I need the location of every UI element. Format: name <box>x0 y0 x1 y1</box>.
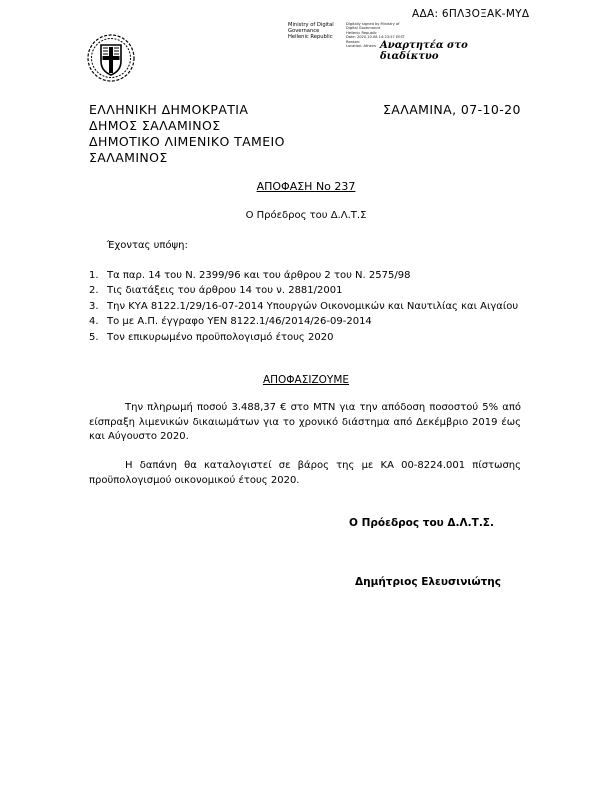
signature-issuer <box>288 22 334 41</box>
signatory-name: Δημήτριος Ελευσινιώτης <box>355 576 501 588</box>
signature-detail-line: Digital Governance <box>346 26 381 31</box>
considerations-list <box>89 268 527 345</box>
list-text: Τον επικυρωμένο προϋπολογισμό έτους 2020 <box>107 331 334 343</box>
list-text: Τις διατάξεις του άρθρου 14 του ν. 2881/2001 <box>107 285 343 297</box>
header-line: ΔΗΜΟΣ ΣΑΛΑΜΙΝΟΣ <box>89 118 221 133</box>
list-number: 1. <box>89 270 99 281</box>
posted-online-label: Αναρτητέα στο διαδίκτυο <box>380 40 468 62</box>
place-date: ΣΑΛΑΜΙΝΑ, 07-10-20 <box>383 102 521 117</box>
paragraph-expense: Η δαπάνη θα καταλογιστεί σε βάρος της με ΚΑ 00-8224.001 πίστωσης προϋπολογισμού οικονομικού έτους 2020. <box>89 460 521 486</box>
signature-detail-line: Date: 2020.10.08 14:23:57 EEST <box>346 35 405 40</box>
decision-title: ΑΠΟΦΑΣΗ Νο 237 <box>256 180 356 193</box>
list-text: Την ΚΥΑ 8122.1/29/16-07-2014 Υπουργών Οικονομικών και Ναυτιλίας και Αιγαίου <box>107 300 519 312</box>
list-item <box>89 314 527 329</box>
signature-issuer-line: Governance <box>288 28 320 35</box>
signature-detail-line: Reason: <box>346 39 361 44</box>
list-text: Το με Α.Π. έγγραφο ΥΕΝ 8122.1/46/2014/26-09-2014 <box>107 316 372 328</box>
signature-detail-line: Hellenic Republic <box>346 30 377 35</box>
list-number: 3. <box>89 300 99 312</box>
header-line: ΔΗΜΟΤΙΚΟ ΛΙΜΕΝΙΚΟ ΤΑΜΕΙΟ <box>89 134 285 149</box>
signature-detail-line: Digitally signed by Ministry of <box>346 22 400 26</box>
signature-issuer-line: Ministry of Digital <box>288 22 334 28</box>
list-item <box>89 299 527 314</box>
signature-detail-line: Location: Athens <box>346 44 376 49</box>
header-line: ΣΑΛΑΜΙΝΟΣ <box>89 150 168 165</box>
list-number: 4. <box>89 316 99 328</box>
signature-title: Ο Πρόεδρος του Δ.Λ.Τ.Σ. <box>349 517 494 529</box>
list-item <box>89 330 527 345</box>
header-line: ΕΛΛΗΝΙΚΗ ΔΗΜΟΚΡΑΤΙΑ <box>89 102 249 117</box>
president-line: Ο Πρόεδρος του Δ.Λ.Τ.Σ <box>245 210 367 221</box>
list-text: Τα παρ. 14 του Ν. 2399/96 και του άρθρου 2 του Ν. 2575/98 <box>107 270 411 281</box>
paragraph-payment: Την πληρωμή ποσού 3.488,37 € στο ΜΤΝ για την απόδοση ποσοστού 5% από είσπραξη λιμενικών δικαιωμάτων για το χρονικό διάστημα από Δεκέμβριο 2019 έως και Αύγουστο 2020. <box>89 402 521 442</box>
decision-title-wrap <box>0 180 612 193</box>
list-number: 5. <box>89 331 99 343</box>
list-item <box>89 268 527 283</box>
signature-issuer-line: Hellenic Republic <box>288 34 333 41</box>
list-item <box>89 283 527 298</box>
considering-label: Έχοντας υπόψη: <box>107 240 188 251</box>
ada-code: ΑΔΑ: 6ΠΛ3ΟΞΑΚ-ΜΥΔ <box>412 8 530 20</box>
greek-emblem-icon <box>86 33 136 83</box>
decide-title: ΑΠΟΦΑΣΙΖΟΥΜΕ <box>262 374 350 386</box>
digital-signature-stamp <box>288 22 528 62</box>
decide-title-wrap <box>0 374 612 386</box>
list-number: 2. <box>89 285 99 297</box>
